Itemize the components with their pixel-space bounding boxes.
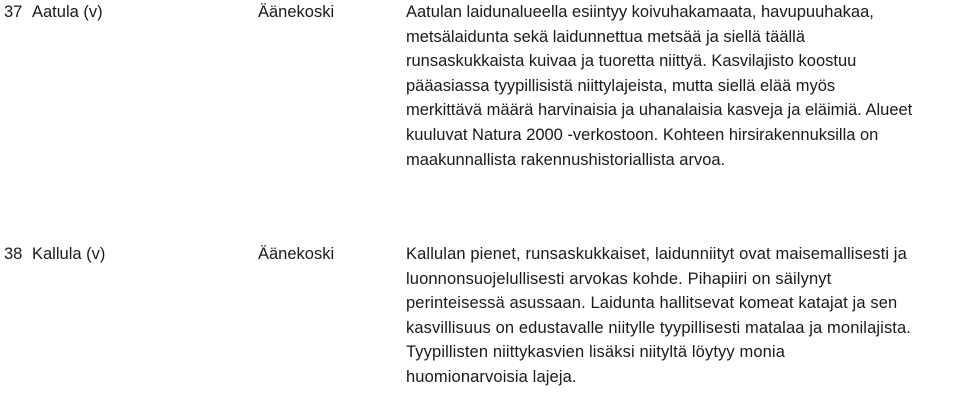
description-line: runsaskukkaista kuivaa ja tuoretta niittyä. Kasvilajisto koostuu <box>406 52 857 71</box>
description-line: pääasiassa tyypillisistä niittylajeista, mutta siellä elää myös <box>406 76 836 95</box>
description-line: kasvillisuus on edustavalle niitylle tyypillisesti matalaa ja monilajista. <box>406 318 912 337</box>
site-number: 38 <box>4 245 23 263</box>
description-line: metsälaidunta sekä laidunnettua metsää ja siellä täällä <box>406 27 805 46</box>
municipality: Äänekoski <box>258 245 335 263</box>
site-name-cell <box>4 0 103 25</box>
description-line: kuuluvat Natura 2000 -verkostoon. Kohteen hirsirakennuksilla on <box>406 125 879 144</box>
site-name: Kallula (v) <box>32 245 106 263</box>
description-line: maakunnallista rakennushistoriallista arvoa. <box>406 150 726 169</box>
description-line: Aatulan laidunalueella esiintyy koivuhakamaata, havupuuhakaa, <box>406 3 874 21</box>
site-name-cell <box>4 242 105 267</box>
description-line: Tyypillisten niittykasvien lisäksi niityltä löytyy monia <box>406 343 786 362</box>
site-description <box>406 242 956 390</box>
site-name: Aatula (v) <box>32 3 103 21</box>
description-line: Kallulan pienet, runsaskukkaiset, laidunniityt ovat maisemallisesti ja <box>406 245 907 263</box>
description-line: huomionarvoisia lajeja. <box>406 367 577 386</box>
description-line: luonnonsuojelullisesti arvokas kohde. Pihapiiri on säilynyt <box>406 269 832 288</box>
site-number: 37 <box>4 3 23 21</box>
description-line: merkittävä määrä harvinaisia ja uhanalaisia kasveja ja eläimiä. Alueet <box>406 101 913 120</box>
municipality: Äänekoski <box>258 3 335 21</box>
site-description <box>406 0 956 172</box>
description-line: perinteisessä asussaan. Laidunta hallitsevat komeat katajat ja sen <box>406 294 898 313</box>
